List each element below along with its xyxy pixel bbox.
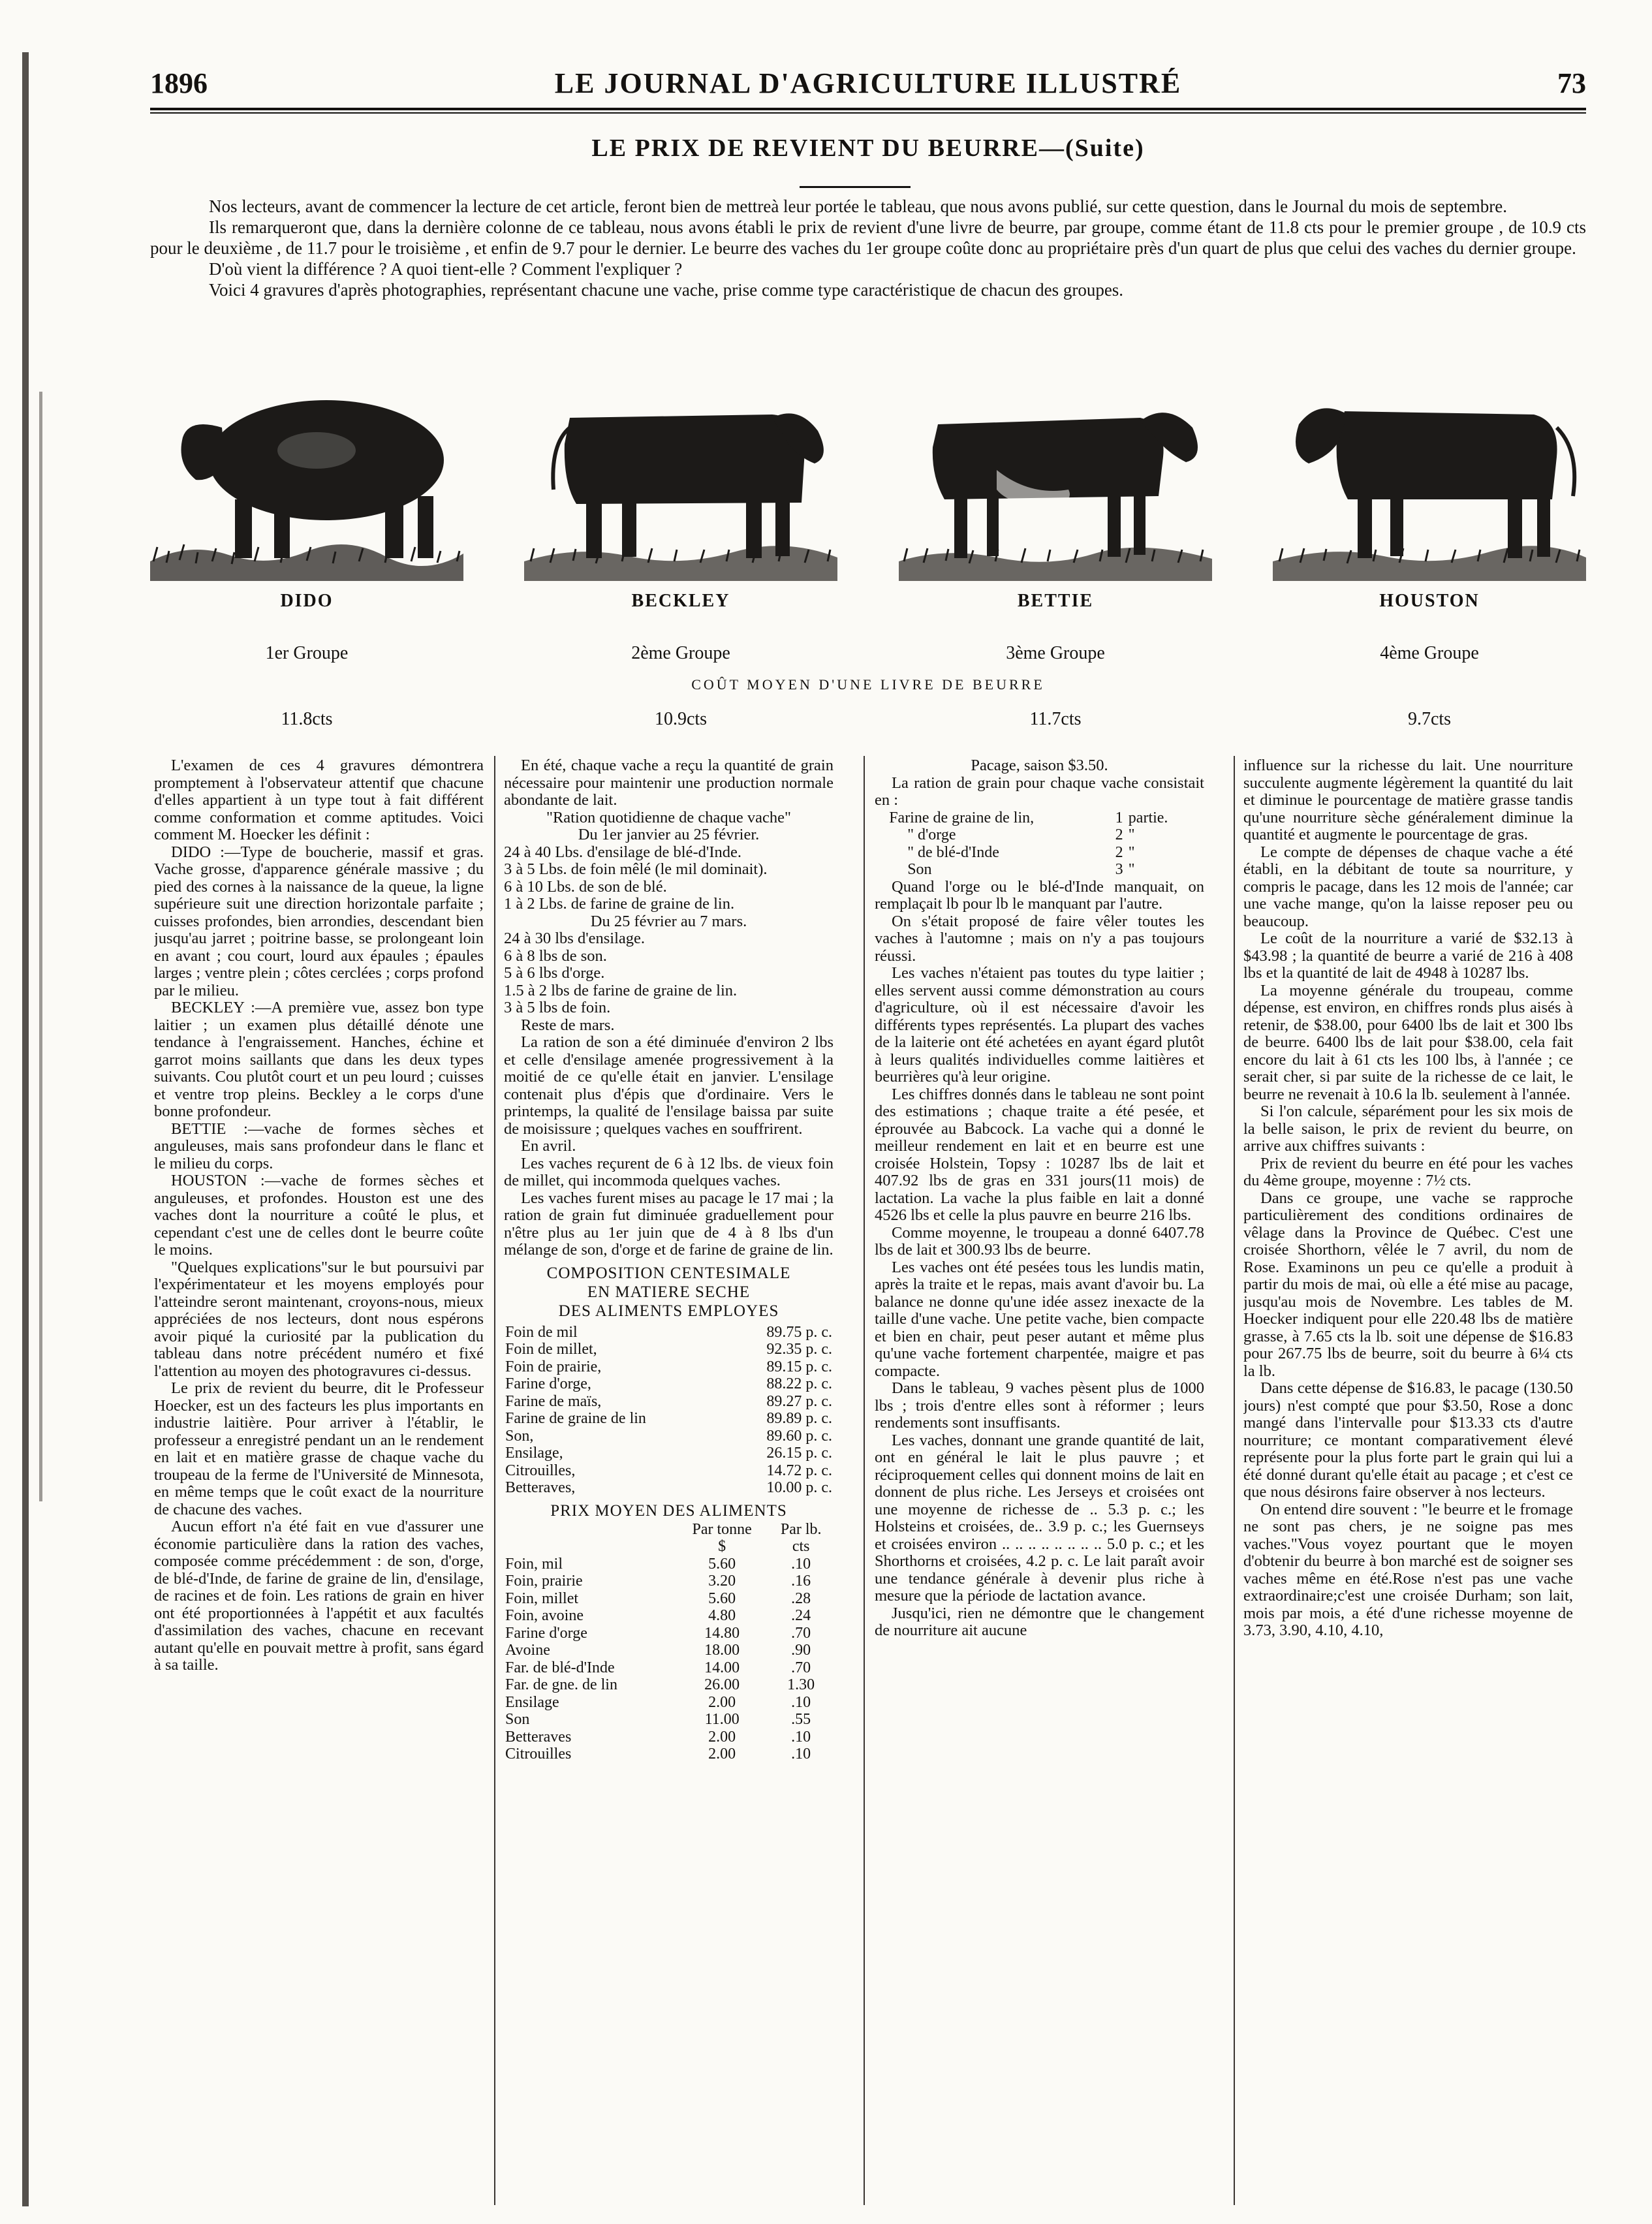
price-per-ton: 4.80 [708, 1607, 736, 1624]
paragraph: Les vaches ont été pesées tous les lundis matin, après la traite et le repas, mais avant d'avoir bu. La balance ne donne qu'une idée assez inexacte de la taille d'une vache. Une petite vache, bien compacte et bien en chair, peut peser autant et même plus qu'une vache fortement charpentée, maigre et pas compacte. [875, 1258, 1204, 1380]
table-row [888, 861, 1191, 879]
group-labels [150, 643, 1586, 663]
food-name: Avoine [505, 1642, 550, 1659]
group-prices [150, 709, 1586, 728]
food-name: Far. de blé-d'Inde [505, 1659, 615, 1676]
composition-caption-line: COMPOSITION CENTESIMALE [546, 1264, 791, 1282]
period-heading: Reste de mars. [521, 1016, 615, 1034]
cow-engraving-houston [1273, 366, 1586, 587]
table-row [888, 826, 1191, 844]
page-number: 73 [1557, 67, 1586, 99]
group-label: 2ème Groupe [631, 643, 730, 663]
price-per-ton: 2.00 [708, 1728, 736, 1746]
group-label: 3ème Groupe [1006, 643, 1105, 663]
paragraph: DIDO :—Type de boucherie, massif et gras. Vache grosse, d'apparence générale massive ; du pied des cornes à la naissance de la queue, la ligne supérieure suit une direction horizontale parfaite ; cuisses profondes, bien arrondies, descendant bien jusqu'au jarret ; poitrine basse, se prolongeant loin en avant ; cou court, lourd aux épaules ; épaules larges ; ventre plein ; côtes cerclées ; corps profond par le milieu. [154, 843, 484, 999]
food-name: Foin, millet [505, 1590, 579, 1607]
prix-moyen-table [504, 1521, 834, 1763]
paragraph: La ration de son a été diminuée d'environ 2 lbs et celle d'ensilage amenée progressivement à la moitié de ce qu'elle était en janvier. L'ensilage contenait plus d'épis que d'ordinaire. Vers le printemps, la qualité de l'ensilage baissa par suite de moisissure ; quelques vaches en souffrirent. [504, 1033, 834, 1138]
group-label: 1er Groupe [265, 643, 349, 663]
ration-unit: " [1128, 861, 1135, 878]
table-row [504, 1659, 834, 1677]
food-name: Farine de maïs, [505, 1392, 602, 1410]
column-header: Par tonne [692, 1520, 752, 1538]
intro-paragraph: D'où vient la différence ? A quoi tient-elle ? Comment l'expliquer ? [209, 259, 683, 279]
cow-figure-bettie [899, 366, 1212, 640]
food-name: Citrouilles [505, 1746, 572, 1762]
table-row [504, 1358, 834, 1376]
text-column-1 [154, 757, 484, 2206]
cow-name: HOUSTON [1379, 591, 1480, 611]
table-row [504, 1573, 834, 1590]
group-price: 10.9cts [654, 709, 708, 729]
paragraph: Les vaches reçurent de 6 à 12 lbs. de vieux foin de millet, qui incommoda quelques vaches. [504, 1154, 834, 1189]
dry-matter-value: 14.72 p. c. [766, 1462, 832, 1479]
column-divider [864, 756, 865, 2205]
group-label: 4ème Groupe [1380, 643, 1479, 663]
column-divider [494, 756, 495, 2205]
paragraph: Le prix de revient du beurre, dit le Professeur Hoecker, est un des facteurs les plus importants en industrie laitière. Pour arriver à l'établir, le professeur a enregistré pendant un an le rendement en lait et en matière grasse de chaque vache du troupeau de la ferme de l'Université de Minnesota, en même temps que le coût exact de la nourriture de chacune des vaches. [154, 1379, 484, 1518]
scan-edge-shadow [22, 52, 29, 2206]
ration-unit: " [1128, 826, 1135, 843]
ration-line: 24 à 30 lbs d'ensilage. [504, 930, 646, 947]
paragraph: On s'était proposé de faire vêler toutes les vaches à l'automne ; mais on n'y a pas toujours réussi. [875, 912, 1204, 965]
table-row [504, 1694, 834, 1712]
column-header: Par lb. [780, 1520, 822, 1538]
article-title: LE PRIX DE REVIENT DU BEURRE—(Suite) [591, 134, 1145, 162]
food-name: Son, [505, 1427, 534, 1445]
ration-parts: 1 [1115, 809, 1123, 826]
dry-matter-value: 89.75 p. c. [766, 1323, 832, 1341]
ration-line: 6 à 10 Lbs. de son de blé. [504, 877, 667, 896]
cow-engravings [150, 366, 1586, 640]
ration-parts: 2 [1115, 826, 1123, 843]
price-per-lb: .28 [791, 1590, 811, 1607]
table-row [504, 1445, 834, 1462]
paragraph: Comme moyenne, le troupeau a donné 6407.78 lbs de lait et 300.93 lbs de beurre. [875, 1223, 1204, 1259]
intro-paragraph: Ils remarqueront que, dans la dernière colonne de ce tableau, nous avons établi le prix de revient d'une livre de beurre, par groupe, comme étant de 11.8 cts pour le premier groupe , de 10.9 cts pour le deuxième , de 11.7 pour le troisième , et enfin de 9.7 pour le dernier. Le beurre des vaches du 1er groupe coûte donc au propriétaire près d'un quart de plus que celui des vaches du dernier groupe. [150, 217, 1586, 258]
ration-heading: "Ration quotidienne de chaque vache" [546, 808, 792, 826]
journal-title: LE JOURNAL D'AGRICULTURE ILLUSTRÉ [554, 67, 1182, 99]
intro-paragraph: Voici 4 gravures d'après photographies, représentant chacune une vache, prise comme type caractéristique de chacun des groupes. [209, 280, 1124, 300]
table-row [504, 1642, 834, 1659]
price-per-ton: 18.00 [704, 1642, 740, 1659]
price-per-lb: .10 [791, 1728, 811, 1746]
price-per-lb: .10 [791, 1555, 811, 1573]
intro-paragraph: Nos lecteurs, avant de commencer la lecture de cet article, feront bien de mettreà leur portée le tableau, que nous avons publié, sur cette question, dans le Journal du mois de septembre. [209, 196, 1508, 216]
header-rule-thick [150, 108, 1586, 110]
table-row [504, 1410, 834, 1428]
paragraph: Les vaches n'étaient pas toutes du type laitier ; elles servent aussi comme démonstration au cours d'agriculture, où il est nécessaire d'avoir les différents types représentés. La plupart des vaches de la laiterie ont été achetées en ayant égard plutôt à leurs qualités individuelles comme laitières et beurrières qu'à leur origine. [875, 964, 1204, 1086]
table-row [504, 1375, 834, 1393]
ration-item: " de blé-d'Inde [907, 843, 999, 861]
ration-unit: " [1128, 843, 1135, 861]
food-name: Ensilage, [505, 1445, 563, 1462]
composition-caption-line: DES ALIMENTS EMPLOYES [558, 1302, 779, 1320]
table-row [504, 1393, 834, 1411]
price-per-ton: 3.20 [708, 1573, 736, 1590]
price-per-lb: .70 [791, 1624, 811, 1642]
cow-figure-houston [1273, 366, 1586, 640]
table-row [504, 1625, 834, 1642]
dry-matter-value: 88.22 p. c. [766, 1375, 832, 1392]
paragraph: Le coût de la nourriture a varié de $32.13 à $43.98 ; la quantité de beurre a varié de 216 à 408 lbs et la quantité de lait de 4948 à 10287 lbs. [1243, 930, 1573, 982]
cow-figure-beckley [524, 366, 837, 640]
price-per-ton: 5.60 [708, 1590, 736, 1607]
cow-name: DIDO [280, 591, 334, 611]
table-row [504, 1479, 834, 1497]
header-year: 1896 [150, 67, 208, 99]
unit-label: cts [792, 1538, 810, 1555]
food-name: Farine d'orge [505, 1624, 587, 1642]
group-price: 9.7cts [1407, 709, 1452, 729]
table-row [504, 1676, 834, 1694]
table-row [504, 1590, 834, 1608]
ration-item: Farine de graine de lin, [889, 809, 1035, 826]
dry-matter-value: 89.15 p. c. [766, 1358, 832, 1375]
text-column-3 [875, 757, 1204, 2206]
period-heading: En avril. [521, 1137, 576, 1155]
scan-edge-shadow-inner [39, 392, 42, 1501]
food-name: Far. de gne. de lin [505, 1676, 617, 1693]
price-per-ton: 26.00 [704, 1676, 740, 1693]
dry-matter-value: 89.27 p. c. [766, 1392, 832, 1410]
cow-name: BECKLEY [631, 591, 730, 611]
table-units-row [504, 1538, 834, 1556]
paragraph: Quand l'orge ou le blé-d'Inde manquait, on remplaçait lb pour lb le manquant par l'autre. [875, 877, 1204, 913]
ration-line: 6 à 8 lbs de son. [504, 947, 607, 965]
dry-matter-value: 89.89 p. c. [766, 1410, 832, 1427]
food-name: Farine d'orge, [505, 1375, 591, 1392]
table-row [504, 1462, 834, 1480]
paragraph: En été, chaque vache a reçu la quantité de grain nécessaire pour maintenir une production normale abondante de lait. [504, 757, 834, 809]
paragraph: Dans ce groupe, une vache se rapproche particulièrement des conditions ordinaires de vêlage dans la Province de Québec. C'est une croisée Shorthorn, vêlée le 7 avril, du nom de Rose. Examinons un peu ce qu'elle a produit à partir du mois de mai, où elle a été mise au pacage, jusqu'au mois de Novembre. Les tables de M. Hoecker indiquent pour elle 220.48 lbs de matière grasse, à 7.65 cts la lb. soit une dépense de $16.83 pour 267.75 lbs de beurre, soit du beurre à 6¼ cts la lb. [1243, 1189, 1573, 1380]
paragraph: L'examen de ces 4 gravures démontrera promptement à l'observateur attentif que chacune d'elles appartient à un type tout à fait différent comme conformation et comme aptitudes. Voici comment M. Hoecker les définit : [154, 757, 484, 843]
paragraph: Aucun effort n'a été fait en vue d'assurer une économie particulière dans la ration des vaches, composée comme précédemment : de son, d'orge, de blé-d'Inde, de farine de graine de lin, d'ensilage, de racines et de foin. Les rations de grain en hiver ont été proportionnées à l'appétit et aux facultés d'assimilation des vaches, chacune en recevant autant qu'elle en pouvait mettre à profit, sans égard à sa taille. [154, 1518, 484, 1674]
column-divider [1234, 756, 1235, 2205]
paragraph: Dans le tableau, 9 vaches pèsent plus de 1000 lbs ; trois d'entre elles sont à réformer ; leurs rendements sont insuffisants. [875, 1379, 1204, 1432]
food-name: Betteraves [505, 1728, 572, 1746]
paragraph: BETTIE :—vache de formes sèches et anguleuses, mais sans profondeur dans le flanc et le milieu du corps. [154, 1120, 484, 1172]
period-heading: Du 1er janvier au 25 février. [578, 826, 760, 843]
cost-label: COÛT MOYEN D'UNE LIVRE DE BEURRE [691, 676, 1045, 693]
food-name: Farine de graine de lin [505, 1410, 646, 1427]
unit-label: $ [718, 1538, 726, 1555]
page-header [150, 67, 1586, 106]
ration-parts: 2 [1115, 843, 1123, 861]
grain-ration-table [888, 809, 1191, 879]
paragraph: Jusqu'ici, rien ne démontre que le changement de nourriture ait aucune [875, 1604, 1204, 1639]
unit-label [504, 1538, 676, 1556]
ration-item: Son [907, 861, 932, 878]
ration-line: 24 à 40 Lbs. d'ensilage de blé-d'Inde. [504, 843, 741, 861]
article-intro [150, 196, 1586, 300]
table-row [504, 1324, 834, 1341]
group-price: 11.8cts [281, 709, 333, 729]
paragraph: La moyenne générale du troupeau, comme dépense, est environ, en chiffres ronds plus aisés à retenir, de $38.00, pour 6400 lbs de lait et 300 lbs de beurre. 6400 lbs de lait pour $38.00, cela fait encore du lait à 61 cts les 100 lbs, à l'année ; ce serait cher, si par suite de la richesse de ce lait, le beurre ne revenait à 10.6 la lb. seulement à l'année. [1243, 981, 1573, 1103]
paragraph: Le compte de dépenses de chaque vache a été établi, en la débitant de toute sa nourriture, y compris le pacage, dans les 12 mois de l'année; car une vache mange, qu'on la laisse reposer peu ou beaucoup. [1243, 843, 1573, 930]
cow-engraving-beckley [524, 366, 837, 587]
ration-line: 1.5 à 2 lbs de farine de graine de lin. [504, 981, 738, 999]
ration-unit: partie. [1128, 809, 1168, 826]
food-name: Foin, avoine [505, 1607, 584, 1624]
text-column-4 [1243, 757, 1573, 2206]
price-per-lb: .10 [791, 1746, 811, 1762]
paragraph: BECKLEY :—A première vue, assez bon type laitier ; un examen plus détaillé dénote une tendance à l'engraissement. Hanches, échine et garrot moins saillants que dans les deux types suivants. Cou plutôt court et un peu lourd ; cuisses et ventre trop pleins. Beckley a le corps d'une bonne profondeur. [154, 999, 484, 1120]
cow-engraving-bettie [899, 366, 1212, 587]
paragraph: La ration de grain pour chaque vache consistait en : [875, 774, 1204, 809]
cow-engraving-dido [150, 366, 463, 587]
ration-line: 3 à 5 lbs de foin. [504, 999, 611, 1016]
paragraph: Pacage, saison $3.50. [971, 757, 1108, 774]
table-row [504, 1341, 834, 1358]
cow-figure-dido [150, 366, 463, 640]
table-row [888, 809, 1191, 827]
table-row [504, 1729, 834, 1746]
dry-matter-value: 92.35 p. c. [766, 1341, 832, 1358]
composition-table [504, 1324, 834, 1497]
paragraph: Si l'on calcule, séparément pour les six mois de la belle saison, le prix de revient du beurre, on arrive aux chiffres suivants : [1243, 1103, 1573, 1155]
paragraph: HOUSTON :—vache de formes sèches et anguleuses, et profondes. Houston est une des vaches dont la nourriture a coûté le plus, et cependant c'est une de celles dont le beurre coûte le moins. [154, 1172, 484, 1259]
period-heading: Du 25 février au 7 mars. [590, 912, 747, 930]
food-name: Citrouilles, [505, 1462, 576, 1479]
title-rule [800, 186, 911, 188]
table-row [504, 1746, 834, 1763]
price-per-ton: 2.00 [708, 1746, 736, 1762]
paragraph: influence sur la richesse du lait. Une nourriture succulente augmente légèrement la quantité du lait et diminue le pourcentage de matière grasse tandis qu'une nourriture sèche généralement diminue la quantité et augmente le pourcentage de gras. [1243, 757, 1573, 843]
price-per-ton: 2.00 [708, 1693, 736, 1711]
price-per-lb: 1.30 [787, 1676, 815, 1693]
price-per-lb: .55 [791, 1711, 811, 1728]
ration-line: 3 à 5 Lbs. de foin mêlé (le mil dominait). [504, 860, 768, 878]
food-name: Foin de prairie, [505, 1358, 602, 1375]
table-row [504, 1428, 834, 1445]
composition-caption-line: EN MATIERE SECHE [587, 1283, 751, 1301]
food-name: Ensilage [505, 1693, 559, 1711]
table-row [504, 1711, 834, 1729]
food-name: Foin, mil [505, 1555, 563, 1573]
paragraph: On entend dire souvent : "le beurre et le fromage ne sont pas chers, je ne soigne pas mes vaches."Vous voyez pourtant que le moyen d'obtenir du beurre à bon marché est de soigner ses vaches même en été.Rose n'est pas une vache extraordinaire;c'est une croisée Durham; son lait, mois par mois, a été d'une richesse moyenne de 3.73, 3.90, 4.10, 4.10, [1243, 1500, 1573, 1639]
ration-line: 1 à 2 Lbs. de farine de graine de lin. [504, 895, 735, 913]
table-header-row [504, 1521, 834, 1539]
paragraph: Les vaches, donnant une grande quantité de lait, ont en général le lait le plus pauvre ; et réciproquement celles qui donnent moins de lait en donnent de plus riche. Les Jerseys et croisées ont une moyenne de richesse de .. 5.3 p. c.; les Holsteins et croisées, de.. 3.9 p. c.; les Guernseys et croisées environ .. .. .. .. .. .. .. .. 5.0 p. c.; et les Shorthorns et croisées, 4.2 p. c. Le lait paraît avoir une tendance générale à devenir plus riche à mesure que la période de lactation avance. [875, 1431, 1204, 1605]
ration-parts: 3 [1115, 861, 1123, 878]
price-per-lb: .70 [791, 1659, 811, 1676]
price-per-ton: 5.60 [708, 1555, 736, 1573]
price-per-lb: .90 [791, 1642, 811, 1659]
dry-matter-value: 26.15 p. c. [766, 1445, 832, 1462]
table-row [504, 1556, 834, 1573]
food-name: Foin, prairie [505, 1573, 583, 1590]
price-per-lb: .16 [791, 1573, 811, 1590]
table-row [504, 1607, 834, 1625]
food-name: Betteraves, [505, 1479, 576, 1496]
food-name: Foin de mil [505, 1323, 578, 1341]
food-name: Foin de millet, [505, 1341, 597, 1358]
price-per-lb: .24 [791, 1607, 811, 1624]
dry-matter-value: 89.60 p. c. [766, 1427, 832, 1445]
price-per-ton: 14.80 [704, 1624, 740, 1642]
header-rule-thin [150, 112, 1586, 114]
group-price: 11.7cts [1029, 709, 1082, 729]
dry-matter-value: 10.00 p. c. [766, 1479, 832, 1496]
column-header [504, 1521, 676, 1539]
paragraph: Prix de revient du beurre en été pour les vaches du 4ème groupe, moyenne : 7½ cts. [1243, 1154, 1573, 1189]
paragraph: Les vaches furent mises au pacage le 17 mai ; la ration de grain fut diminuée graduellement pour n'être plus au 1er juin que de 4 à 8 lbs d'un mélange de son, d'orge et de farine de graine de lin. [504, 1189, 834, 1259]
price-per-ton: 14.00 [704, 1659, 740, 1676]
price-per-ton: 11.00 [704, 1711, 740, 1728]
paragraph: Les chiffres donnés dans le tableau ne sont point des estimations ; chaque traite a été pesée, et éprouvée au Babcock. La vache qui a donné le meilleur rendement en lait et en beurre est une croisée Holstein, Topsy : 10287 lbs de lait et 407.92 lbs de gras en 331 jours(11 mois) de lactation. La vache la plus faible en lait a donné 4526 lbs et celle la plus pauvre en beurre 216 lbs. [875, 1085, 1204, 1224]
ration-item: " d'orge [907, 826, 956, 843]
ration-line: 5 à 6 lbs d'orge. [504, 964, 605, 982]
table-row [888, 844, 1191, 862]
cow-name: BETTIE [1017, 591, 1094, 611]
paragraph: "Quelques explications"sur le but poursuivi par l'expérimentateur et les moyens employés pour l'atteindre seront maintenant, croyons-nous, mieux appréciées de nos lecteurs, dont nous espérons avoir piqué la curiosité par la publication du tableau dans notre précédent numéro et fixé l'attention au moyen des photogravures ci-dessus. [154, 1258, 484, 1380]
prix-moyen-caption: PRIX MOYEN DES ALIMENTS [550, 1501, 787, 1520]
paragraph: Dans cette dépense de $16.83, le pacage (130.50 jours) n'est compté que pour $3.50, Rose a donc mangé dans l'intervalle pour $13.33 cts d'autre nourriture; ce montant comparativement élevé représente pour la plus forte part le grain qui lui a été donné durant qu'elle était au pacage ; et c'est ce que nous désirons faire observer à nos lecteurs. [1243, 1379, 1573, 1501]
price-per-lb: .10 [791, 1693, 811, 1711]
text-column-2 [504, 757, 834, 2206]
food-name: Son [505, 1711, 530, 1728]
